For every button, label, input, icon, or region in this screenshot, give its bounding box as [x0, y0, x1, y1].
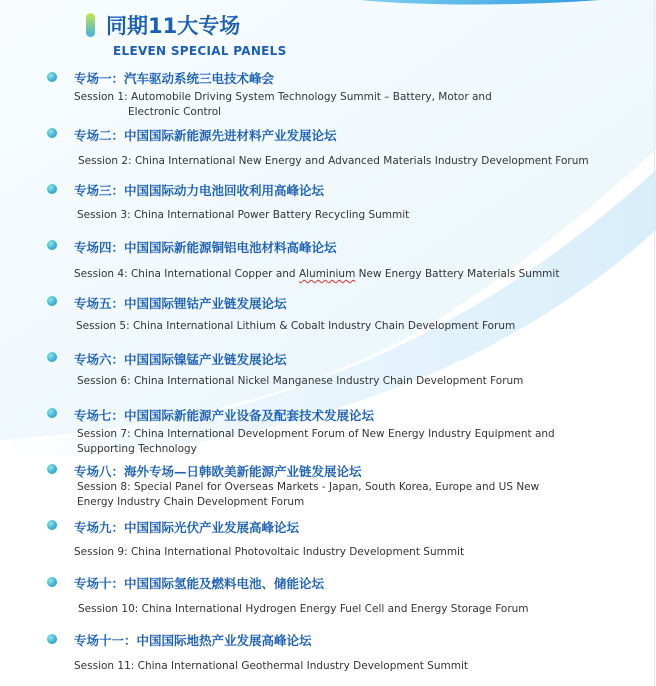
- spellcheck-underline: Aluminium: [298, 268, 356, 280]
- session-title-en: Session 8: Special Panel for Overseas Markets - Japan, South Korea, Europe and US New Energy Industry Chain Development Forum: [77, 481, 540, 508]
- page-title: 同期11大专场: [106, 14, 241, 38]
- page-subtitle: ELEVEN SPECIAL PANELS: [113, 44, 287, 58]
- bullet-icon: [47, 408, 57, 418]
- session-title-cn: 专场八：海外专场—日韩欧美新能源产业链发展论坛: [74, 464, 362, 479]
- session-title-cn: 专场一：汽车驱动系统三电技术峰会: [74, 71, 275, 86]
- session-title-en: Session 9: China International Photovoltaic Industry Development Summit: [74, 546, 465, 558]
- session-title-cn: 专场五：中国国际锂钴产业链发展论坛: [74, 296, 287, 311]
- title-accent-bar: [86, 13, 95, 37]
- right-edge-line: [654, 0, 655, 686]
- bullet-icon: [47, 352, 57, 362]
- session-title-en: Session 6: China International Nickel Manganese Industry Chain Development Forum: [77, 375, 524, 387]
- session-title-en: Session 10: China International Hydrogen Energy Fuel Cell and Energy Storage Forum: [78, 603, 529, 615]
- session-title-cn: 专场三：中国国际动力电池回收利用高峰论坛: [74, 183, 325, 198]
- bullet-icon: [47, 520, 57, 530]
- bullet-icon: [47, 634, 57, 644]
- session-title-en: Session 7: China International Development Forum of New Energy Industry Equipment and Supporting Technology: [77, 428, 555, 455]
- bullet-icon: [47, 577, 57, 587]
- bullet-icon: [47, 128, 57, 138]
- session-title-en: Session 4: China International Copper and Aluminium New Energy Battery Materials Summit: [74, 268, 560, 280]
- session-title-en: Session 2: China International New Energy and Advanced Materials Industry Development Forum: [78, 155, 589, 167]
- bullet-icon: [47, 184, 57, 194]
- session-title-cn: 专场十一：中国国际地热产业发展高峰论坛: [74, 633, 312, 648]
- session-title-en: Session 3: China International Power Battery Recycling Summit: [77, 209, 410, 221]
- session-title-cn: 专场九：中国国际光伏产业发展高峰论坛: [74, 520, 300, 535]
- session-title-cn: 专场十：中国国际氢能及燃料电池、储能论坛: [74, 576, 325, 591]
- session-title-cn: 专场六：中国国际镍锰产业链发展论坛: [74, 352, 287, 367]
- bullet-icon: [47, 72, 57, 82]
- session-title-en: Session 5: China International Lithium & Cobalt Industry Chain Development Forum: [76, 320, 516, 332]
- bullet-icon: [47, 464, 57, 474]
- session-title-cn: 专场二：中国国际新能源先进材料产业发展论坛: [74, 128, 337, 143]
- session-title-en: Session 11: China International Geothermal Industry Development Summit: [74, 660, 468, 672]
- session-title-cn: 专场四：中国国际新能源铜铝电池材料高峰论坛: [74, 240, 337, 255]
- bullet-icon: [47, 240, 57, 250]
- session-title-cn: 专场七：中国国际新能源产业设备及配套技术发展论坛: [74, 408, 375, 423]
- bullet-icon: [47, 296, 57, 306]
- session-title-en: Session 1: Automobile Driving System Technology Summit – Battery, Motor and Electronic Control: [74, 91, 492, 118]
